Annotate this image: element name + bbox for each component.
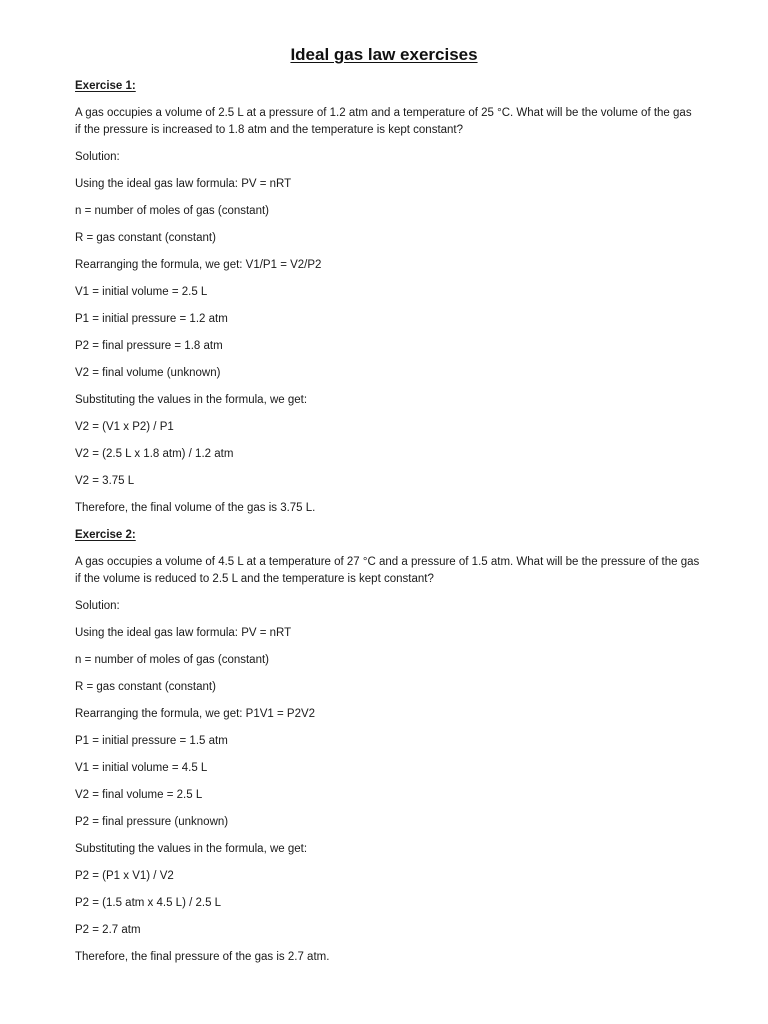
exercise-1-line: Using the ideal gas law formula: PV = nRT: [75, 178, 292, 190]
exercise-2-conclusion: Therefore, the final pressure of the gas is 2.7 atm.: [75, 951, 330, 963]
document-body: [75, 78, 700, 976]
exercise-2-question: A gas occupies a volume of 4.5 L at a temperature of 27 °C and a pressure of 1.5 atm. What will be the pressure of the gas if the volume is reduced to 2.5 L and the temperature is kept constant?: [75, 556, 700, 585]
exercise-2-line: P2 = (P1 x V1) / V2: [75, 870, 174, 882]
exercise-2-line: P2 = 2.7 atm: [75, 924, 141, 936]
exercise-1-conclusion: Therefore, the final volume of the gas is 3.75 L.: [75, 502, 316, 514]
exercise-2-line: n = number of moles of gas (constant): [75, 654, 270, 666]
exercise-2-line: P2 = (1.5 atm x 4.5 L) / 2.5 L: [75, 897, 222, 909]
exercise-1-line: V2 = final volume (unknown): [75, 367, 221, 379]
exercise-2-line: Using the ideal gas law formula: PV = nRT: [75, 627, 292, 639]
exercise-1-line: Solution:: [75, 151, 120, 163]
exercise-1-line: P1 = initial pressure = 1.2 atm: [75, 313, 228, 325]
exercise-2-heading: Exercise 2:: [75, 529, 136, 541]
exercise-1-line: n = number of moles of gas (constant): [75, 205, 270, 217]
exercise-1-line: V2 = 3.75 L: [75, 475, 135, 487]
exercise-2-line: P1 = initial pressure = 1.5 atm: [75, 735, 228, 747]
exercise-1-line: V1 = initial volume = 2.5 L: [75, 286, 208, 298]
exercise-1-question: A gas occupies a volume of 2.5 L at a pressure of 1.2 atm and a temperature of 25 °C. What will be the volume of the gas if the pressure is increased to 1.8 atm and the temperature is kept constant?: [75, 107, 692, 136]
exercise-2-line: Solution:: [75, 600, 120, 612]
exercise-2-line: V1 = initial volume = 4.5 L: [75, 762, 208, 774]
exercise-2-line: Substituting the values in the formula, we get:: [75, 843, 308, 855]
exercise-2-line: Rearranging the formula, we get: P1V1 = P2V2: [75, 708, 316, 720]
exercise-2-line: P2 = final pressure (unknown): [75, 816, 229, 828]
document-title: Ideal gas law exercises: [290, 45, 478, 64]
exercise-1-heading: Exercise 1:: [75, 80, 136, 92]
exercise-2-line: V2 = final volume = 2.5 L: [75, 789, 203, 801]
exercise-1-line: Rearranging the formula, we get: V1/P1 = V2/P2: [75, 259, 322, 271]
exercise-1-line: Substituting the values in the formula, we get:: [75, 394, 308, 406]
exercise-2-line: R = gas constant (constant): [75, 681, 216, 693]
exercise-1-line: V2 = (2.5 L x 1.8 atm) / 1.2 atm: [75, 448, 234, 460]
exercise-1-line: V2 = (V1 x P2) / P1: [75, 421, 174, 433]
exercise-1-line: P2 = final pressure = 1.8 atm: [75, 340, 223, 352]
exercise-1-line: R = gas constant (constant): [75, 232, 216, 244]
